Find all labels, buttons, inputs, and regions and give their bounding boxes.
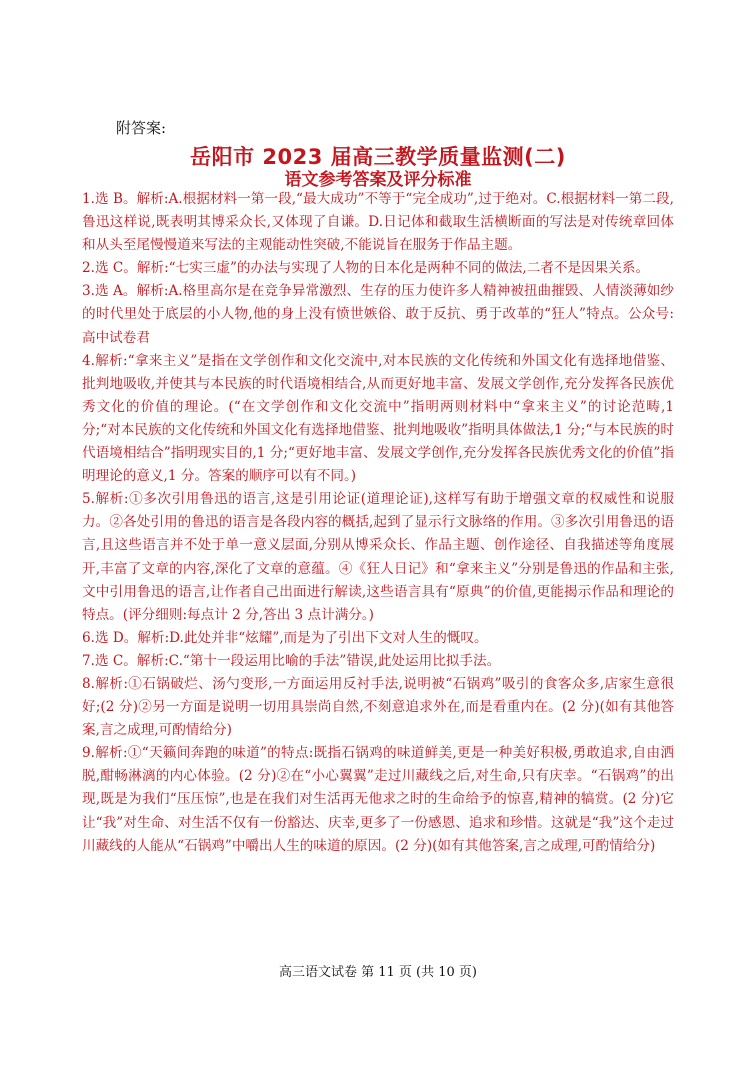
answer-item-7: 7.选 C。解析:C.“第十一段运用比喻的手法”错误,此处运用比拟手法。 xyxy=(82,652,501,669)
answer-item-8: 8.解析:①石锅破烂、汤勺变形,一方面运用反衬手法,说明被“石锅鸡”吸引的食客众多,店家生意很好;(2 分)②另一方面是说明一切用具崇尚自然,不刻意追求外在,而是看重内在。(2 分)(如有其他答案,言之成理,可酌情给分) xyxy=(82,675,674,739)
answer-list xyxy=(82,188,674,858)
answer-item-1: 1.选 B。解析:A.根据材料一第一段,“最大成功”不等于“完全成功”,过于绝对。C.根据材料一第二段,鲁迅这样说,既表明其博采众长,又体现了自谦。D.日记体和截取生活横断面的写法是对传统章回体和从头至尾慢慢道来写法的主观能动性突破,不能说旨在服务于作品主题。 xyxy=(82,191,674,254)
document-subtitle: 语文参考答案及评分标准 xyxy=(284,170,472,190)
answer-item-4: 4.解析:“拿来主义”是指在文学创作和文化交流中,对本民族的文化传统和外国文化有选择地借鉴、批判地吸收,并使其与本民族的时代语境相结合,从而更好地丰富、发展文学创作,充分发挥各民族优秀文化的价值的理论。(“在文学创作和文化交流中”指明两则材料中“拿来主义”的讨论范畴,1 分;“对本民族的文化传统和外国文化有选择地借鉴、批判地吸收”指明具体做法,1 分;“与本民族的时代语境相结合”指明现实目的,1 分;“更好地丰富、发展文学创作,充分发挥各民族优秀文化的价值”指明理论的意义,1 分。答案的顺序可以有不同。) xyxy=(82,352,674,485)
answer-item-3: 3.选 A。解析:A.格里高尔是在竞争异常激烈、生存的压力使许多人精神被扭曲摧毁、人情淡薄如纱的时代里处于底层的小人物,他的身上没有愤世嫉俗、敢于反抗、勇于改革的“狂人”特点。公众号:高中试卷君 xyxy=(82,283,674,346)
answer-item-5: 5.解析:①多次引用鲁迅的语言,这是引用论证(道理论证),这样写有助于增强文章的权威性和说服力。②各处引用的鲁迅的语言是各段内容的概括,起到了显示行文脉络的作用。③多次引用鲁迅的语言,且这些语言并不处于单一意义层面,分别从博采众长、作品主题、创作途径、自我描述等角度展开,丰富了文章的内容,深化了文章的意蕴。④《狂人日记》和“拿来主义”分别是鲁迅的作品和主张,文中引用鲁迅的语言,让作者自己出面进行解读,这些语言具有“原典”的价值,更能揭示作品和理论的特点。(评分细则:每点计 2 分,答出 3 点计满分。) xyxy=(82,491,674,623)
document-title: 岳阳市 2023 届高三教学质量监测(二) xyxy=(190,145,566,169)
answer-item-9: 9.解析:①“天籁间奔跑的味道”的特点:既指石锅鸡的味道鲜美,更是一种美好积极,勇敢追求,自由洒脱,酣畅淋漓的内心体验。(2 分)②在“小心翼翼”走过川藏线之后,对生命,只有庆幸。“石锅鸡”的出现,既是为我们“压压惊”,也是在我们对生活再无他求之时的生命给予的惊喜,精神的犒赏。(2 分)它让“我”对生命、对生活不仅有一份豁达、庆幸,更多了一份感恩、追求和珍惜。这就是“我”这个走过川藏线的人能从“石锅鸡”中嚼出人生的味道的原因。(2 分)(如有其他答案,言之成理,可酌情给分) xyxy=(82,745,674,854)
answer-item-2: 2.选 C。解析:“七实三虚”的办法与实现了人物的日本化是两种不同的做法,二者不是因果关系。 xyxy=(82,260,650,277)
answer-item-6: 6.选 D。解析:D.此处并非“炫耀”,而是为了引出下文对人生的慨叹。 xyxy=(82,629,488,646)
attachment-label: 附答案: xyxy=(116,119,167,137)
page-footer: 高三语文试卷 第 11 页 (共 10 页) xyxy=(278,965,478,980)
